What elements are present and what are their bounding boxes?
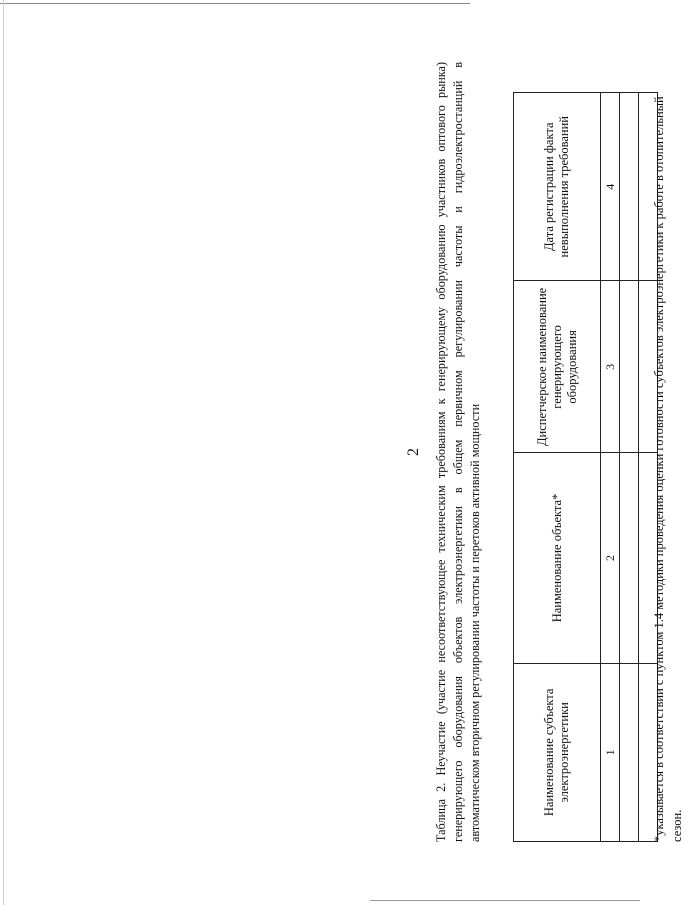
scan-edge-left bbox=[3, 0, 4, 905]
header-object-name: Наименование объекта* bbox=[514, 453, 601, 663]
caption-line: автоматическом вторичном регулировании частоты и перетоков активной мощности bbox=[468, 403, 482, 842]
rotated-document-page bbox=[395, 62, 695, 842]
header-subject-name: Наименование субъекта электроэнергетики bbox=[514, 663, 601, 841]
caption-line: генерирующего оборудования объектов электроэнергетики в общем первичном регулировании частоты и гидроэлектростанций в bbox=[451, 62, 465, 842]
table-cell bbox=[620, 663, 639, 841]
scan-edge-top bbox=[0, 3, 470, 4]
column-number: 1 bbox=[601, 663, 620, 841]
table-caption bbox=[433, 62, 484, 842]
footnote bbox=[650, 62, 686, 842]
table-header-row bbox=[514, 93, 601, 842]
column-number: 2 bbox=[601, 453, 620, 663]
column-number: 3 bbox=[601, 281, 620, 453]
requirements-table bbox=[513, 92, 658, 842]
table-cell bbox=[620, 93, 639, 281]
footnote-line: *указывается в соответствии с пунктом 1.4 методики проведения оценки готовности субъектов электроэнергетики к работе в отопительный bbox=[652, 96, 666, 842]
footnote-line: сезон. bbox=[670, 809, 684, 842]
table-cell bbox=[620, 281, 639, 453]
scan-edge-bottom bbox=[370, 900, 640, 901]
table-row bbox=[620, 93, 639, 842]
header-dispatch-name: Диспетчерское наименование генерирующего оборудования bbox=[514, 281, 601, 453]
caption-line: Таблица 2. Неучастие (участие несоответствующее техническим требованиям к генерирующему оборудованию участников оптового рынка) bbox=[434, 62, 448, 842]
page-number: 2 bbox=[405, 448, 422, 456]
header-registration-date: Дата регистрации факта невыполнения требований bbox=[514, 93, 601, 281]
column-number-row bbox=[601, 93, 620, 842]
table-cell bbox=[620, 453, 639, 663]
column-number: 4 bbox=[601, 93, 620, 281]
